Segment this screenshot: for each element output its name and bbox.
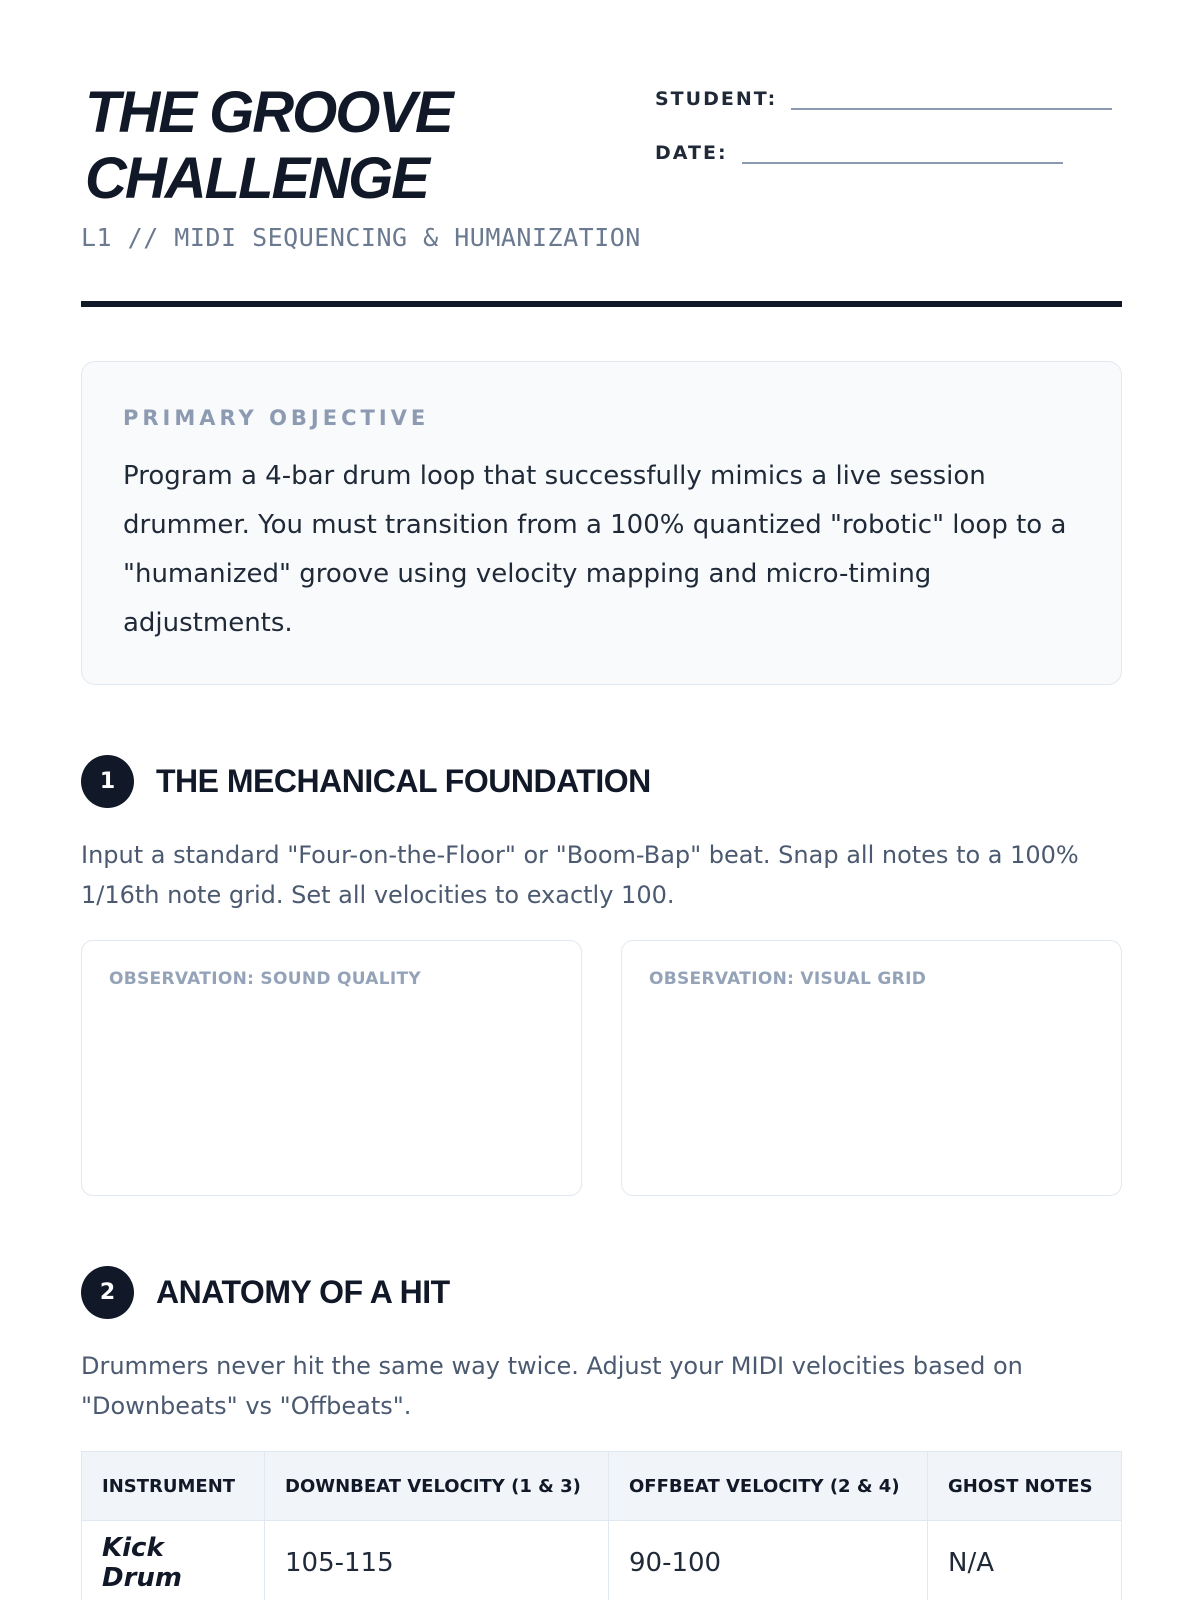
observation-sound-quality-label: OBSERVATION: SOUND QUALITY	[109, 969, 422, 989]
section-1-title: THE MECHANICAL FOUNDATION	[156, 763, 651, 799]
section-1-number-badge: 1	[81, 755, 134, 808]
title-line-1: THE GROOVE	[85, 80, 452, 145]
student-field	[655, 86, 1112, 110]
observation-visual-grid-label: OBSERVATION: VISUAL GRID	[649, 969, 927, 989]
objective-label: PRIMARY OBJECTIVE	[123, 406, 430, 430]
velocity-table	[81, 1451, 1122, 1600]
offbeat-velocity-cell: 90-100	[609, 1521, 928, 1600]
student-label: STUDENT:	[655, 88, 778, 110]
date-label: DATE:	[655, 142, 728, 164]
section-1-header	[81, 755, 651, 808]
section-2-number-badge: 2	[81, 1266, 134, 1319]
objective-body: Program a 4-bar drum loop that successfully mimics a live session drummer. You must transition from a 100% quantized "robotic" loop to a "humanized" groove using velocity mapping and micro-timing adjustments.	[123, 461, 1067, 638]
ghost-notes-cell: N/A	[928, 1521, 1122, 1600]
table-header-row	[82, 1452, 1122, 1521]
column-header-ghost-notes: GHOST NOTES	[928, 1452, 1122, 1521]
worksheet-title	[85, 80, 605, 212]
section-2-description: Drummers never hit the same way twice. Adjust your MIDI velocities based on "Downbeats" vs "Offbeats".	[81, 1352, 1023, 1420]
section-2-title: ANATOMY OF A HIT	[156, 1274, 450, 1310]
section-2-header	[81, 1266, 450, 1319]
section-1-description: Input a standard "Four-on-the-Floor" or "Boom-Bap" beat. Snap all notes to a 100% 1/16th note grid. Set all velocities to exactly 100.	[81, 841, 1079, 909]
student-name-line[interactable]	[791, 86, 1112, 110]
observation-sound-quality-box[interactable]	[81, 940, 582, 1196]
title-line-2: CHALLENGE	[85, 146, 428, 211]
column-header-instrument: INSTRUMENT	[82, 1452, 265, 1521]
lesson-subtitle: L1 // MIDI SEQUENCING & HUMANIZATION	[81, 223, 641, 252]
header-divider	[81, 301, 1122, 307]
column-header-offbeat-velocity: OFFBEAT VELOCITY (2 & 4)	[609, 1452, 928, 1521]
downbeat-velocity-cell: 105-115	[265, 1521, 609, 1600]
date-line[interactable]	[742, 140, 1063, 164]
table-row	[82, 1521, 1122, 1600]
observation-visual-grid-box[interactable]	[621, 940, 1122, 1196]
column-header-downbeat-velocity: DOWNBEAT VELOCITY (1 & 3)	[265, 1452, 609, 1521]
worksheet-page	[81, 0, 1122, 1600]
primary-objective-card	[81, 361, 1122, 685]
date-field	[655, 140, 1063, 164]
instrument-cell: Kick Drum	[82, 1521, 265, 1600]
